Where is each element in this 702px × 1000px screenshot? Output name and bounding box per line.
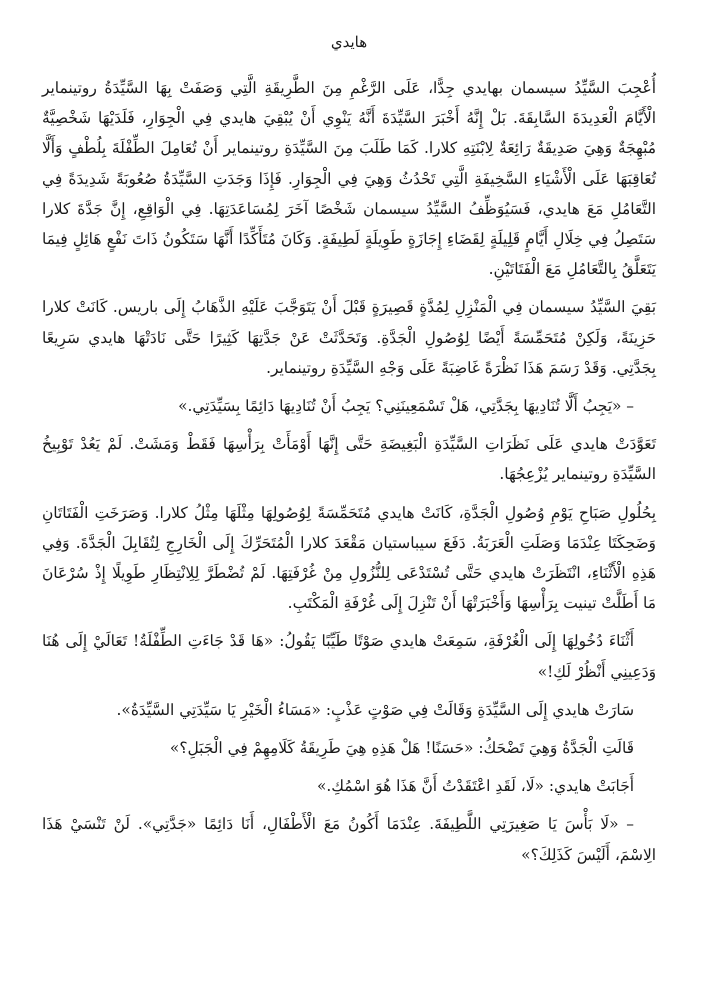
story-text — [42, 73, 656, 870]
page-running-title: هايدي — [330, 33, 368, 51]
paragraph: بِحُلُولِ صَبَاحِ يَوْمِ وُصُولِ الْجَدَّةِ، كَانَتْ هايدي مُتَحَمِّسَةً لِوُصُولِهَا مِثْلَهَا مِثْلُ كلارا. وَصَرَخَتِ الْفَتَاتَانِ وَضَحِكَتَا عِنْدَمَا وَصَلَتِ الْعَرَبَةُ. دَفَعَ سيباستيان مَقْعَدَ كلارا الْمُتَحَرِّكَ إِلَى الْخَارِجِ لِتُقَابِلَ الْجَدَّةَ. وَفِي هَذِهِ الْأَثْنَاءِ، انْتَظَرَتْ هايدي حَتَّى تُسْتَدْعَى لِلنُّزُولِ مِنْ غُرْفَتِهَا. لَمْ تُضْطَرَّ لِلِانْتِظَارِ طَوِيلًا إِذْ سُرْعَانَ مَا أَطَلَّتْ تينيت بِرَأْسِهَا وَأَخْبَرَتْهَا أَنْ تَنْزِلَ إِلَى غُرْفَةِ الْمَكْتَبِ. — [42, 503, 656, 613]
paragraph: أَثْنَاءَ دُخُولِهَا إِلَى الْغُرْفَةِ، سَمِعَتْ هايدي صَوْتًا طَيِّبًا يَقُولُ: «هَا قَدْ جَاءَتِ الطِّفْلَةُ! تَعَالَيْ إِلَى هُنَا وَدَعِينِي أَنْظُرْ لَكِ!» — [42, 632, 656, 681]
dialogue-line: سَارَتْ هايدي إِلَى السَّيِّدَةِ وَقَالَتْ فِي صَوْتٍ عَذْبٍ: «مَسَاءُ الْخَيْرِ يَا سَيِّدَتِي السَّيِّدَةُ». — [116, 700, 634, 719]
paragraph: بَقِيَ السَّيِّدُ سيسمان فِي الْمَنْزِلِ لِمُدَّةٍ قَصِيرَةٍ قَبْلَ أَنْ يَتَوَجَّبَ عَلَيْهِ الذَّهَابُ إِلَى باريس. كَانَتْ كلارا حَزِينَةً، وَلَكِنْ مُتَحَمِّسَةً أَيْضًا لِوُصُولِ الْجَدَّةِ. وَتَحَدَّثَتْ عَنْ جَدَّتِهَا كَثِيرًا حَتَّى نَادَتْهَا هايدي سَرِيعًا بِجَدَّتِي. وَقَدْ رَسَمَ هَذَا نَظْرَةً غَاضِبَةً عَلَى وَجْهِ السَّيِّدَةِ روتينماير. — [42, 298, 656, 377]
dialogue-line: – «لَا بَأْسَ يَا صَغِيرَتِي اللَّطِيفَةَ. عِنْدَمَا أَكُونُ مَعَ الْأَطْفَالِ، أَنَا دَائِمًا «جَدَّتِي». لَنْ تَنْسَيْ هَذَا الِاسْمَ، أَلَيْسَ كَذَلِكَ؟» — [42, 815, 656, 864]
dialogue-line: أَجَابَتْ هايدي: «لَا، لَقَدِ اعْتَقَدْتُ أَنَّ هَذَا هُوَ اسْمُكِ.» — [316, 777, 634, 796]
dialogue-line: – «يَجِبُ أَلَّا تُنَادِيهَا بِجَدَّتِي، هَلْ تَسْمَعِينَنِي؟ يَجِبُ أَنْ تُنَادِيهَا دَائِمًا بِسَيِّدَتِي.» — [178, 397, 634, 416]
dialogue-line: قَالَتِ الْجَدَّةُ وَهِيَ تَضْحَكُ: «حَسَنًا! هَلْ هَذِهِ هِيَ طَرِيقَةُ كَلَامِهِمْ فِي الْجَبَلِ؟» — [169, 739, 634, 758]
paragraph: أُعْجِبَ السَّيِّدُ سيسمان بهايدي جِدًّا، عَلَى الرَّغْمِ مِنَ الطَّرِيقَةِ الَّتِي وَصَفَتْ بِهَا السَّيِّدَةُ روتينماير الْأَيَّامَ الْعَدِيدَةَ السَّابِقَةَ. بَلْ إِنَّهُ أَخْبَرَ السَّيِّدَةَ أَنَّهُ يَنْوِي أَنْ يُبْقِيَ هايدي فِي الْجِوَارِ، فَلَدَيْهَا شَخْصِيَّةٌ مُبْهِجَةٌ وَهِيَ صَدِيقَةٌ رَائِعَةٌ لِابْنَتِهِ كلارا. كَمَا طَلَبَ مِنَ السَّيِّدَةِ روتينماير أَنْ تُعَامِلَ الطِّفْلَةَ بِلُطْفٍ وَأَلَّا تُعَاقِبَهَا عَلَى الْأَشْيَاءِ السَّخِيفَةِ الَّتِي تَحْدُثُ وَهِيَ فِي الْجِوَارِ. فَإِذَا وَجَدَتِ السَّيِّدَةُ صُعُوبَةً شَدِيدَةً فِي التَّعَامُلِ مَعَ هايدي، فَسَيُوَظِّفُ السَّيِّدُ سيسمان شَخْصًا آخَرَ لِمُسَاعَدَتِهَا. فِي الْوَاقِعِ، إِنَّ جَدَّةَ كلارا سَتَصِلُ فِي خِلَالِ أَيَّامٍ قَلِيلَةٍ لِقَضَاءِ إِجَازَةٍ طَوِيلَةٍ لَطِيفَةٍ. وَكَانَ مُتَأَكِّدًا أَنَّهَا سَتَكُونُ ذَاتَ نَفْعٍ هَائِلٍ فِيمَا يَتَعَلَّقُ بِالتَّعَامُلِ مَعَ الْفَتَاتَيْنِ. — [42, 79, 656, 279]
paragraph: تَعَوَّدَتْ هايدي عَلَى نَظَرَاتِ السَّيِّدَةِ الْبَغِيضَةِ حَتَّى إِنَّهَا أَوْمَأَتْ بِرَأْسِهَا فَقَطْ وَمَشَتْ. لَمْ يَعُدْ تَوْبِيخُ السَّيِّدَةِ روتينماير يُزْعِجُهَا. — [42, 435, 656, 484]
